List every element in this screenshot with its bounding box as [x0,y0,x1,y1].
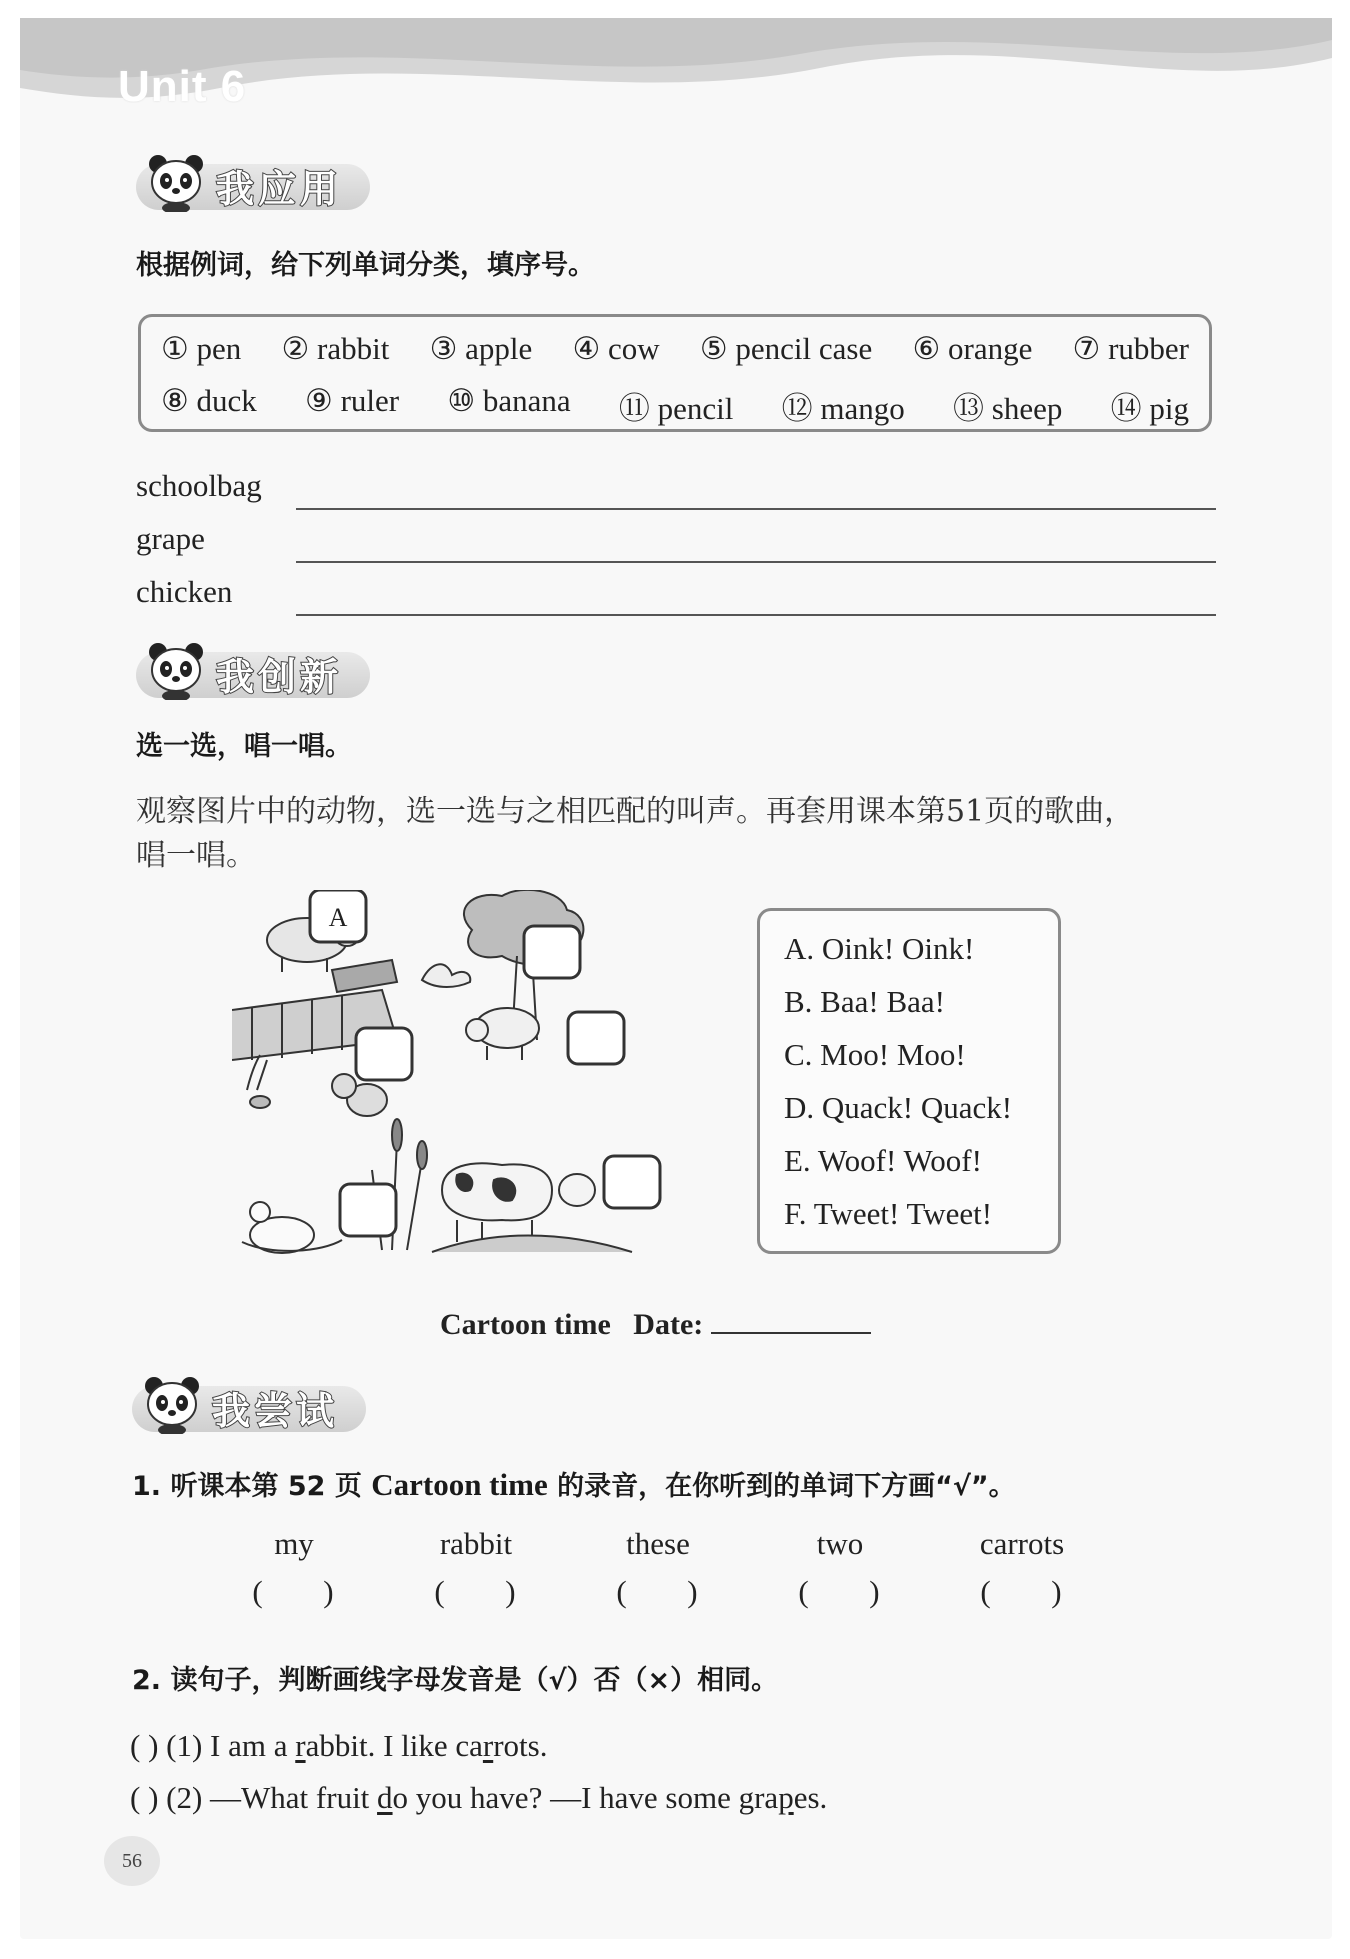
page-number: 56 [104,1836,160,1886]
cartoon-time-heading [440,1308,871,1342]
section-try-badge [132,1374,372,1434]
q1-suffix: 的录音，在你听到的单词下方画“√”。 [547,1471,1016,1502]
apply-instruction: 根据例词，给下列单词分类，填序号。 [136,250,595,281]
answer-parentheses[interactable]: ( ) [252,1574,336,1609]
sound-option: D. Quack! Quack! [784,1090,1013,1125]
word-item: ① pen [161,331,242,366]
sound-options-box [757,908,1061,1254]
category-label: grape [136,521,205,556]
q1-english: Cartoon time [371,1467,548,1502]
listening-word: carrots [979,1526,1065,1561]
panda-icon [140,1374,206,1434]
section-title: 我尝试 [212,1389,339,1433]
underlined-letter: r [482,1728,494,1763]
word-item: ⑭ pig [1110,391,1189,426]
sound-option: E. Woof! Woof! [784,1143,982,1178]
answer-parentheses[interactable]: ( ) [434,1574,518,1609]
word-bank-row-2 [161,383,1189,428]
underlined-letter: r [295,1728,306,1763]
page-background [20,18,1332,1939]
word-item: ⑪ pencil [618,391,734,426]
answer-line[interactable] [296,561,1216,563]
word-item: ⑬ sheep [953,391,1063,426]
category-label: schoolbag [136,468,262,503]
word-item: ⑦ rubber [1072,331,1189,366]
sentence-text: es. [793,1780,828,1815]
sentence-text: o you have? —I have some gra [392,1780,779,1815]
word-item: ⑧ duck [161,383,257,418]
question-1-heading [132,1464,1016,1503]
q1-prefix: 1. 听课本第 52 页 [132,1471,372,1502]
sentence-2 [130,1780,827,1816]
panda-icon [144,640,210,700]
sentence-text: ( ) (1) I am a [130,1728,296,1763]
panda-icon [144,152,210,212]
create-description-line-2: 唱一唱。 [136,838,256,873]
listening-word: rabbit [439,1526,513,1561]
answer-parentheses[interactable]: ( ) [798,1574,882,1609]
section-create-badge [136,640,376,700]
answer-parentheses[interactable]: ( ) [980,1574,1064,1609]
sentence-text: ( ) (2) —What fruit [130,1780,378,1815]
create-instruction: 选一选，唱一唱。 [136,731,352,762]
sound-option: C. Moo! Moo! [784,1037,966,1072]
sound-option: F. Tweet! Tweet! [784,1196,993,1231]
unit-label: Unit 6 [118,62,247,111]
question-2-heading: 2. 读句子，判断画线字母发音是（√）否（×）相同。 [132,1665,779,1696]
word-item: ③ apple [429,331,533,366]
word-item: ④ cow [572,331,660,366]
date-label: Date: [633,1308,704,1341]
word-item: ⑤ pencil case [699,331,873,366]
sentence-text: rots. [493,1728,548,1763]
answer-line[interactable] [296,614,1216,616]
word-item: ⑩ banana [447,383,571,418]
word-bank-row-1 [161,331,1189,367]
sound-option: B. Baa! Baa! [784,984,945,1019]
underlined-letter: p [778,1780,794,1815]
section-apply-badge [136,152,376,212]
sound-option: A. Oink! Oink! [784,931,975,966]
underlined-letter: d [377,1780,393,1815]
word-item: ⑫ mango [781,391,905,426]
answer-line[interactable] [296,508,1216,510]
listening-word: my [274,1526,314,1561]
category-label: chicken [136,574,233,609]
cartoon-time-label: Cartoon time [440,1308,611,1341]
sentence-text: abbit. I like ca [305,1728,483,1763]
create-description-line-1: 观察图片中的动物，选一选与之相匹配的叫声。再套用课本第51页的歌曲， [136,794,1135,829]
example-answer-text: A [328,903,348,932]
section-title: 我应用 [216,167,343,211]
word-item: ⑨ ruler [305,383,400,418]
farm-scene-illustration [232,890,664,1262]
answer-parentheses[interactable]: ( ) [616,1574,700,1609]
listening-word: two [816,1526,864,1561]
section-title: 我创新 [216,655,343,699]
listening-word: these [626,1526,690,1561]
date-field[interactable] [711,1332,871,1334]
sentence-1 [130,1728,547,1764]
word-item: ② rabbit [281,331,390,366]
word-item: ⑥ orange [912,331,1033,366]
word-bank [138,314,1212,432]
